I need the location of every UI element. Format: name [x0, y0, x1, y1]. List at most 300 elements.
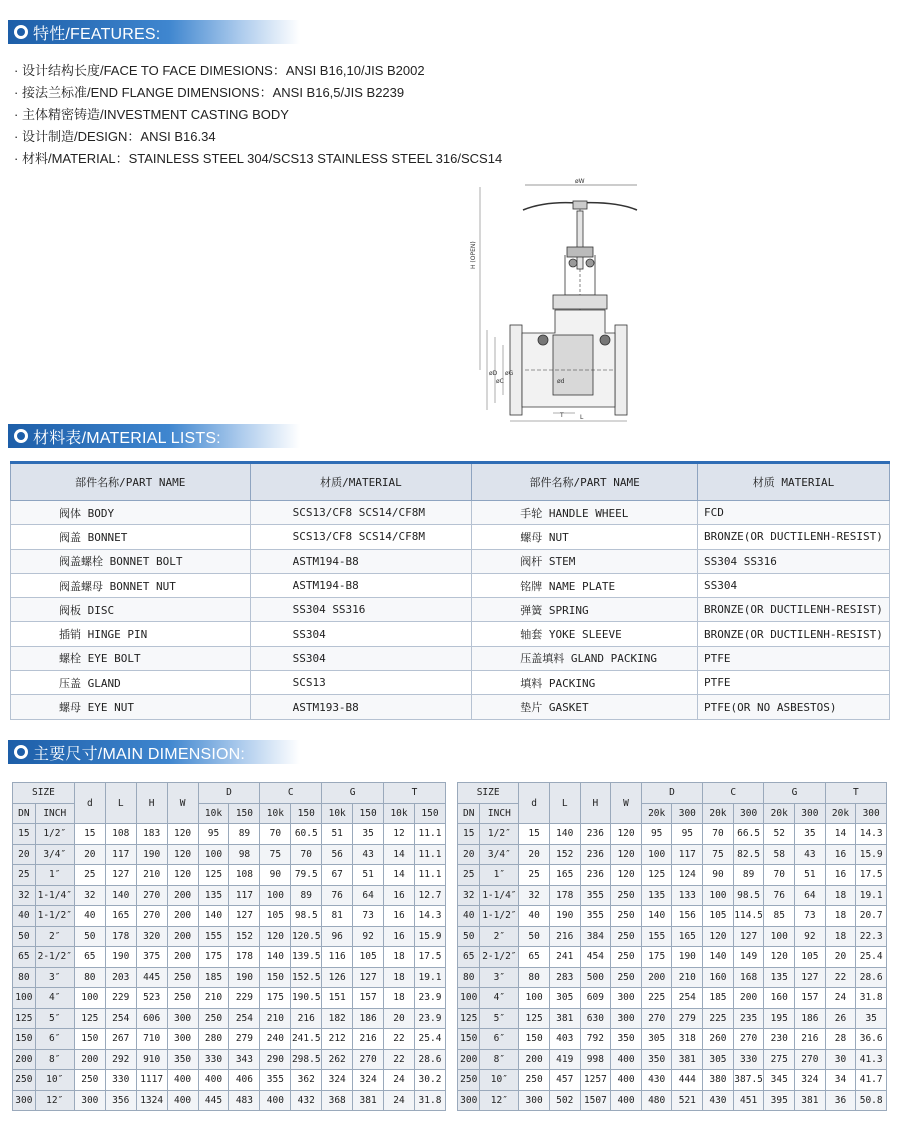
dim-row	[458, 1070, 887, 1091]
part-name-cell: 弹簧 SPRING	[472, 598, 698, 622]
dim-label-t: T	[560, 412, 564, 419]
dim-value-cell: 65	[74, 947, 105, 968]
dim-value-cell: 400	[611, 1049, 642, 1070]
material-row	[11, 671, 890, 695]
class-subheader: 300	[733, 803, 764, 824]
dim-value-cell: 30.2	[414, 1070, 445, 1091]
dim-value-cell: 36.6	[856, 1029, 887, 1050]
material-cell: FCD	[698, 501, 890, 525]
dim-value-cell: 25.4	[414, 1029, 445, 1050]
dim-value-cell: 178	[229, 947, 260, 968]
size-cell: 200	[13, 1049, 36, 1070]
dim-value-cell: 92	[795, 926, 826, 947]
dim-row	[458, 1029, 887, 1050]
materials-section-header	[8, 424, 300, 448]
dim-label-d: ød	[557, 378, 565, 385]
dim-value-cell: 117	[105, 844, 136, 865]
dim-value-cell: 355	[580, 885, 611, 906]
dim-value-cell: 18	[825, 885, 856, 906]
part-name-cell: 垫片 GASKET	[472, 695, 698, 719]
material-cell: ASTM194-B8	[250, 549, 472, 573]
dim-value-cell: 298.5	[291, 1049, 322, 1070]
size-cell: 40	[13, 906, 36, 927]
dim-value-cell: 406	[229, 1070, 260, 1091]
material-cell: SCS13/CF8 SCS14/CF8M	[250, 525, 472, 549]
dim-value-cell: 22	[825, 967, 856, 988]
dim-value-cell: 290	[260, 1049, 291, 1070]
dim-value-cell: 190	[105, 947, 136, 968]
class-subheader: 150	[291, 803, 322, 824]
dim-row	[13, 947, 446, 968]
dim-value-cell: 1117	[136, 1070, 167, 1091]
dim-value-cell: 139.5	[291, 947, 322, 968]
size-cell: 50	[13, 926, 36, 947]
dim-value-cell: 120	[764, 947, 795, 968]
dim-value-cell: 235	[733, 1008, 764, 1029]
dim-value-cell: 190	[229, 967, 260, 988]
dim-value-cell: 270	[733, 1029, 764, 1050]
dim-value-cell: 65	[519, 947, 550, 968]
dim-value-cell: 343	[229, 1049, 260, 1070]
dim-value-cell: 125	[74, 1008, 105, 1029]
dim-value-cell: 230	[764, 1029, 795, 1050]
dim-value-cell: 120	[703, 926, 734, 947]
material-cell: BRONZE(OR DUCTILENH-RESIST)	[698, 525, 890, 549]
size-cell: 6″	[480, 1029, 519, 1050]
dim-value-cell: 175	[641, 947, 672, 968]
dim-value-cell: 41.3	[856, 1049, 887, 1070]
dim-value-cell: 400	[167, 1070, 198, 1091]
material-cell: ASTM193-B8	[250, 695, 472, 719]
dim-value-cell: 210	[260, 1008, 291, 1029]
dim-row	[458, 865, 887, 886]
dim-g-header: G	[322, 783, 384, 804]
dimensions-section-header	[8, 740, 300, 764]
size-cell: 2″	[35, 926, 74, 947]
dim-value-cell: 195	[764, 1008, 795, 1029]
material-cell: ASTM194-B8	[250, 573, 472, 597]
dim-value-cell: 216	[795, 1029, 826, 1050]
dim-value-cell: 35	[795, 824, 826, 845]
dim-value-cell: 22.3	[856, 926, 887, 947]
part-name-cell: 阀盖 BONNET	[11, 525, 251, 549]
dim-value-cell: 279	[229, 1029, 260, 1050]
size-cell: 1-1/4″	[480, 885, 519, 906]
material-row	[11, 573, 890, 597]
part-name-cell: 轴套 YOKE SLEEVE	[472, 622, 698, 646]
dim-value-cell: 98.5	[733, 885, 764, 906]
part-name-cell: 铭牌 NAME PLATE	[472, 573, 698, 597]
bore-header: d	[519, 783, 550, 824]
size-cell: 4″	[35, 988, 74, 1009]
material-cell: SS304	[250, 646, 472, 670]
dim-t-header: T	[384, 783, 446, 804]
dim-c-header: C	[703, 783, 764, 804]
size-cell: 200	[458, 1049, 480, 1070]
size-cell: 25	[458, 865, 480, 886]
dim-value-cell: 76	[322, 885, 353, 906]
dim-value-cell: 250	[611, 926, 642, 947]
dim-value-cell: 305	[641, 1029, 672, 1050]
dim-value-cell: 330	[105, 1070, 136, 1091]
dim-value-cell: 1507	[580, 1090, 611, 1111]
dim-value-cell: 1257	[580, 1070, 611, 1091]
height-header: H	[136, 783, 167, 824]
dim-value-cell: 419	[549, 1049, 580, 1070]
dim-value-cell: 178	[105, 926, 136, 947]
dim-value-cell: 64	[795, 885, 826, 906]
dim-value-cell: 14	[825, 824, 856, 845]
dim-row	[13, 885, 446, 906]
dim-value-cell: 300	[167, 1008, 198, 1029]
bullet-circle-icon	[14, 745, 28, 759]
dim-row	[458, 967, 887, 988]
dim-value-cell: 18	[384, 988, 415, 1009]
class-subheader: 300	[795, 803, 826, 824]
dim-value-cell: 117	[672, 844, 703, 865]
size-cell: 125	[458, 1008, 480, 1029]
dim-value-cell: 151	[322, 988, 353, 1009]
dim-value-cell: 279	[672, 1008, 703, 1029]
size-cell: 40	[458, 906, 480, 927]
size-cell: 1/2″	[35, 824, 74, 845]
dim-value-cell: 216	[549, 926, 580, 947]
dim-value-cell: 105	[353, 947, 384, 968]
dim-value-cell: 330	[733, 1049, 764, 1070]
dim-value-cell: 300	[611, 1008, 642, 1029]
dim-value-cell: 95	[198, 824, 229, 845]
dim-value-cell: 127	[229, 906, 260, 927]
dim-value-cell: 40	[74, 906, 105, 927]
dim-value-cell: 70	[764, 865, 795, 886]
dim-value-cell: 165	[549, 865, 580, 886]
dim-value-cell: 430	[703, 1090, 734, 1111]
dim-value-cell: 31.8	[856, 988, 887, 1009]
dim-row	[458, 926, 887, 947]
dim-value-cell: 117	[229, 885, 260, 906]
material-header: 材质/MATERIAL	[250, 463, 472, 501]
dim-value-cell: 400	[167, 1090, 198, 1111]
dim-value-cell: 120	[611, 865, 642, 886]
dim-value-cell: 210	[672, 967, 703, 988]
dim-value-cell: 175	[260, 988, 291, 1009]
dim-value-cell: 16	[384, 926, 415, 947]
feature-item: · 设计制造/DESIGN：ANSI B16.34	[14, 126, 502, 148]
dimension-table-10k-150	[12, 782, 446, 1111]
material-cell: BRONZE(OR DUCTILENH-RESIST)	[698, 622, 890, 646]
dim-value-cell: 305	[549, 988, 580, 1009]
dim-value-cell: 225	[641, 988, 672, 1009]
dim-value-cell: 160	[764, 988, 795, 1009]
dim-value-cell: 229	[229, 988, 260, 1009]
dim-value-cell: 152.5	[291, 967, 322, 988]
dim-value-cell: 262	[322, 1049, 353, 1070]
dim-value-cell: 85	[764, 906, 795, 927]
dim-label-g: øG	[505, 370, 514, 377]
bullet-circle-icon	[14, 25, 28, 39]
dim-value-cell: 183	[136, 824, 167, 845]
dim-value-cell: 100	[641, 844, 672, 865]
dim-value-cell: 250	[74, 1070, 105, 1091]
class-subheader: 20k	[703, 803, 734, 824]
dim-value-cell: 270	[795, 1049, 826, 1070]
dim-value-cell: 200	[733, 988, 764, 1009]
dim-value-cell: 190.5	[291, 988, 322, 1009]
dim-value-cell: 70	[260, 824, 291, 845]
part-name-cell: 阀盖螺母 BONNET NUT	[11, 573, 251, 597]
dim-value-cell: 400	[260, 1090, 291, 1111]
dim-value-cell: 330	[198, 1049, 229, 1070]
wheel-header: W	[611, 783, 642, 824]
dim-value-cell: 384	[580, 926, 611, 947]
dim-value-cell: 362	[291, 1070, 322, 1091]
dim-value-cell: 430	[641, 1070, 672, 1091]
dim-value-cell: 125	[641, 865, 672, 886]
dim-value-cell: 17.5	[856, 865, 887, 886]
dim-value-cell: 609	[580, 988, 611, 1009]
dim-value-cell: 19.1	[856, 885, 887, 906]
dim-value-cell: 200	[167, 906, 198, 927]
dim-value-cell: 260	[703, 1029, 734, 1050]
dim-value-cell: 28.6	[414, 1049, 445, 1070]
dim-g-header: G	[764, 783, 825, 804]
size-cell: 12″	[35, 1090, 74, 1111]
dim-value-cell: 175	[198, 947, 229, 968]
dim-value-cell: 70	[703, 824, 734, 845]
dim-value-cell: 236	[580, 844, 611, 865]
size-cell: 250	[13, 1070, 36, 1091]
dim-value-cell: 100	[764, 926, 795, 947]
dim-row	[458, 1008, 887, 1029]
dim-value-cell: 81	[322, 906, 353, 927]
dim-row	[458, 844, 887, 865]
dim-value-cell: 186	[353, 1008, 384, 1029]
dim-value-cell: 168	[733, 967, 764, 988]
dimension-table-20k-300	[457, 782, 887, 1111]
dim-value-cell: 14	[384, 844, 415, 865]
dim-value-cell: 41.7	[856, 1070, 887, 1091]
dim-row	[13, 906, 446, 927]
size-cell: 1-1/2″	[35, 906, 74, 927]
dim-value-cell: 140	[198, 906, 229, 927]
dim-value-cell: 254	[105, 1008, 136, 1029]
dim-value-cell: 28.6	[856, 967, 887, 988]
dim-value-cell: 52	[764, 824, 795, 845]
dim-value-cell: 80	[74, 967, 105, 988]
size-cell: 65	[13, 947, 36, 968]
dim-value-cell: 250	[611, 885, 642, 906]
size-cell: 3″	[35, 967, 74, 988]
material-header: 材质 MATERIAL	[698, 463, 890, 501]
dim-row	[13, 967, 446, 988]
size-header: SIZE	[13, 783, 75, 804]
dim-value-cell: 1324	[136, 1090, 167, 1111]
dim-value-cell: 127	[795, 967, 826, 988]
size-cell: 1″	[480, 865, 519, 886]
dim-value-cell: 324	[353, 1070, 384, 1091]
material-list-table	[10, 461, 890, 720]
material-header: 部件名称/PART NAME	[11, 463, 251, 501]
dim-value-cell: 250	[519, 1070, 550, 1091]
dim-row	[13, 988, 446, 1009]
dim-value-cell: 250	[611, 906, 642, 927]
dim-value-cell: 20	[74, 844, 105, 865]
dim-value-cell: 140	[549, 824, 580, 845]
dim-t-header: T	[825, 783, 886, 804]
material-cell: SCS13	[250, 671, 472, 695]
dim-value-cell: 270	[136, 885, 167, 906]
dim-value-cell: 92	[353, 926, 384, 947]
dn-header: DN	[458, 803, 480, 824]
dim-value-cell: 381	[795, 1090, 826, 1111]
dim-value-cell: 105	[795, 947, 826, 968]
dim-value-cell: 270	[641, 1008, 672, 1029]
dim-value-cell: 14	[384, 865, 415, 886]
dim-value-cell: 120	[167, 824, 198, 845]
dim-value-cell: 40	[519, 906, 550, 927]
dim-row	[458, 1049, 887, 1070]
dim-value-cell: 300	[167, 1029, 198, 1050]
size-cell: 150	[13, 1029, 36, 1050]
dim-value-cell: 35	[856, 1008, 887, 1029]
material-row	[11, 598, 890, 622]
dim-value-cell: 105	[260, 906, 291, 927]
dim-value-cell: 454	[580, 947, 611, 968]
dim-value-cell: 480	[641, 1090, 672, 1111]
dim-value-cell: 26	[825, 1008, 856, 1029]
dim-value-cell: 200	[167, 926, 198, 947]
dim-value-cell: 20	[825, 947, 856, 968]
dim-value-cell: 90	[703, 865, 734, 886]
dim-value-cell: 31.8	[414, 1090, 445, 1111]
dim-value-cell: 140	[260, 947, 291, 968]
dim-value-cell: 120	[611, 844, 642, 865]
dim-value-cell: 387.5	[733, 1070, 764, 1091]
dim-value-cell: 105	[703, 906, 734, 927]
dim-value-cell: 267	[105, 1029, 136, 1050]
dim-value-cell: 89	[229, 824, 260, 845]
dim-value-cell: 241.5	[291, 1029, 322, 1050]
dim-label-h: H (OPEN)	[470, 241, 477, 269]
dim-value-cell: 125	[519, 1008, 550, 1029]
dim-value-cell: 70	[291, 844, 322, 865]
dim-value-cell: 14.3	[856, 824, 887, 845]
material-cell: PTFE	[698, 646, 890, 670]
size-cell: 80	[13, 967, 36, 988]
dim-value-cell: 18	[384, 967, 415, 988]
dim-value-cell: 241	[549, 947, 580, 968]
bore-header: d	[74, 783, 105, 824]
size-cell: 32	[458, 885, 480, 906]
dim-value-cell: 67	[322, 865, 353, 886]
size-cell: 1-1/4″	[35, 885, 74, 906]
size-cell: 10″	[480, 1070, 519, 1091]
class-subheader: 150	[414, 803, 445, 824]
material-header: 部件名称/PART NAME	[472, 463, 698, 501]
feature-item: · 主体精密铸造/INVESTMENT CASTING BODY	[14, 104, 502, 126]
dim-value-cell: 500	[580, 967, 611, 988]
dim-value-cell: 200	[641, 967, 672, 988]
size-cell: 10″	[35, 1070, 74, 1091]
material-row	[11, 695, 890, 719]
dim-row	[13, 1070, 446, 1091]
dim-value-cell: 502	[549, 1090, 580, 1111]
dim-value-cell: 356	[105, 1090, 136, 1111]
dim-value-cell: 98.5	[291, 906, 322, 927]
dim-value-cell: 89	[733, 865, 764, 886]
dim-value-cell: 375	[136, 947, 167, 968]
dim-value-cell: 270	[353, 1049, 384, 1070]
dim-d-header: D	[641, 783, 702, 804]
dim-value-cell: 236	[580, 865, 611, 886]
features-title: 特性/FEATURES:	[33, 25, 161, 43]
dim-value-cell: 30	[825, 1049, 856, 1070]
class-subheader: 150	[353, 803, 384, 824]
dim-value-cell: 51	[353, 865, 384, 886]
dim-value-cell: 73	[353, 906, 384, 927]
dim-label-w: øW	[575, 178, 585, 185]
dim-value-cell: 120	[167, 865, 198, 886]
dim-value-cell: 318	[672, 1029, 703, 1050]
inch-header: INCH	[35, 803, 74, 824]
size-cell: 1/2″	[480, 824, 519, 845]
part-name-cell: 插销 HINGE PIN	[11, 622, 251, 646]
dim-row	[13, 865, 446, 886]
dim-value-cell: 50	[519, 926, 550, 947]
dim-value-cell: 23.9	[414, 1008, 445, 1029]
size-cell: 300	[458, 1090, 480, 1111]
dim-row	[13, 1090, 446, 1111]
dim-value-cell: 60.5	[291, 824, 322, 845]
dim-row	[13, 824, 446, 845]
dim-value-cell: 140	[641, 906, 672, 927]
dim-value-cell: 403	[549, 1029, 580, 1050]
dim-value-cell: 100	[703, 885, 734, 906]
length-header: L	[105, 783, 136, 824]
dim-value-cell: 24	[825, 988, 856, 1009]
dim-value-cell: 225	[703, 1008, 734, 1029]
material-cell: PTFE	[698, 671, 890, 695]
dim-value-cell: 116	[322, 947, 353, 968]
dim-value-cell: 182	[322, 1008, 353, 1029]
dim-row	[13, 1049, 446, 1070]
dim-row	[13, 926, 446, 947]
dim-value-cell: 165	[105, 906, 136, 927]
dim-value-cell: 910	[136, 1049, 167, 1070]
dim-value-cell: 457	[549, 1070, 580, 1091]
size-cell: 125	[13, 1008, 36, 1029]
dim-row	[458, 824, 887, 845]
dim-value-cell: 606	[136, 1008, 167, 1029]
dim-value-cell: 100	[74, 988, 105, 1009]
dim-value-cell: 18	[825, 906, 856, 927]
dim-value-cell: 210	[136, 865, 167, 886]
dim-value-cell: 400	[611, 1090, 642, 1111]
material-cell: SS304	[698, 573, 890, 597]
size-cell: 3″	[480, 967, 519, 988]
size-cell: 32	[13, 885, 36, 906]
dim-value-cell: 100	[198, 844, 229, 865]
part-name-cell: 填料 PACKING	[472, 671, 698, 695]
dim-value-cell: 190	[136, 844, 167, 865]
class-subheader: 10k	[322, 803, 353, 824]
dim-value-cell: 11.1	[414, 865, 445, 886]
dim-value-cell: 135	[764, 967, 795, 988]
dim-value-cell: 25.4	[856, 947, 887, 968]
dim-value-cell: 156	[672, 906, 703, 927]
dim-value-cell: 22	[384, 1049, 415, 1070]
dim-value-cell: 135	[641, 885, 672, 906]
